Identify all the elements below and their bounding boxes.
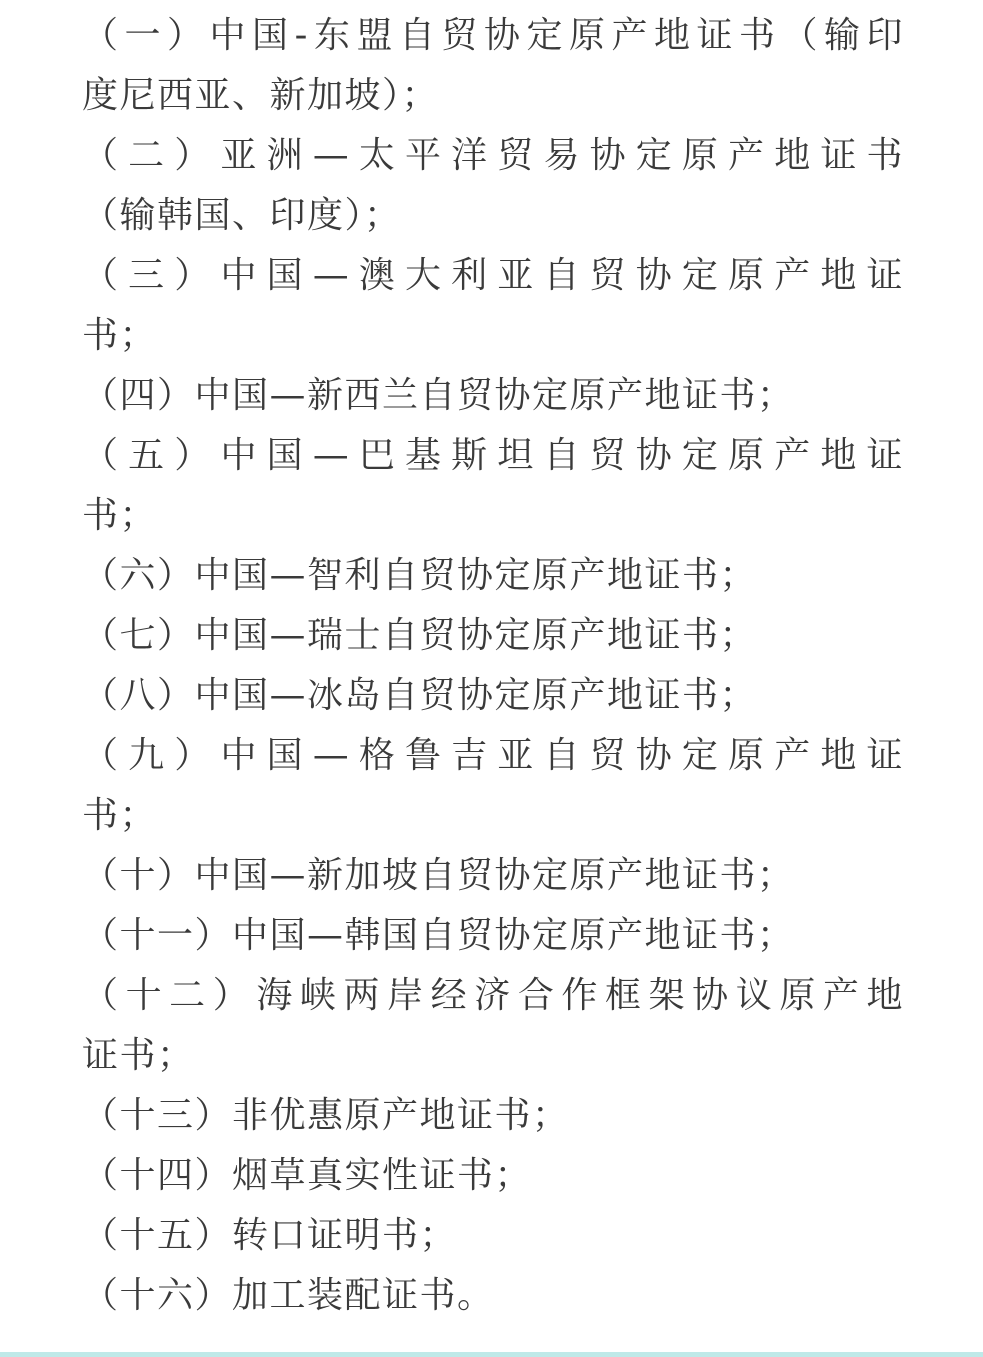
list-line: （八）中国—冰岛自贸协定原产地证书； (82, 675, 758, 716)
list-line: （二）亚洲—太平洋贸易协定原产地证书 (82, 135, 904, 176)
list-line: 书； (82, 495, 158, 536)
list-line: （九）中国—格鲁吉亚自贸协定原产地证 (82, 735, 904, 776)
list-line: （七）中国—瑞士自贸协定原产地证书； (82, 615, 758, 656)
list-line: （五）中国—巴基斯坦自贸协定原产地证 (82, 435, 904, 476)
list-line: （四）中国—新西兰自贸协定原产地证书； (82, 375, 795, 416)
list-line: （一）中国-东盟自贸协定原产地证书（输印 (82, 15, 904, 56)
list-line: 度尼西亚、新加坡）； (82, 75, 440, 116)
list-line: （十四）烟草真实性证书； (82, 1155, 533, 1196)
list-line: （十一）中国—韩国自贸协定原产地证书； (82, 915, 795, 956)
list-line: 书； (82, 795, 158, 836)
list-line: （十六）加工装配证书。 (82, 1275, 495, 1316)
list-line: （十二）海峡两岸经济合作框架协议原产地 (82, 975, 904, 1016)
list-line: （十五）转口证明书； (82, 1215, 458, 1256)
list-line: 证书； (82, 1035, 195, 1076)
list-line: （六）中国—智利自贸协定原产地证书； (82, 555, 758, 596)
list-line: （输韩国、印度）； (82, 195, 402, 236)
list-line: （十）中国—新加坡自贸协定原产地证书； (82, 855, 795, 896)
list-line: 书； (82, 315, 158, 356)
bottom-accent-bar (0, 1352, 983, 1357)
list-line: （十三）非优惠原产地证书； (82, 1095, 570, 1136)
certificate-list (82, 6, 904, 1326)
list-line: （三）中国—澳大利亚自贸协定原产地证 (82, 255, 904, 296)
